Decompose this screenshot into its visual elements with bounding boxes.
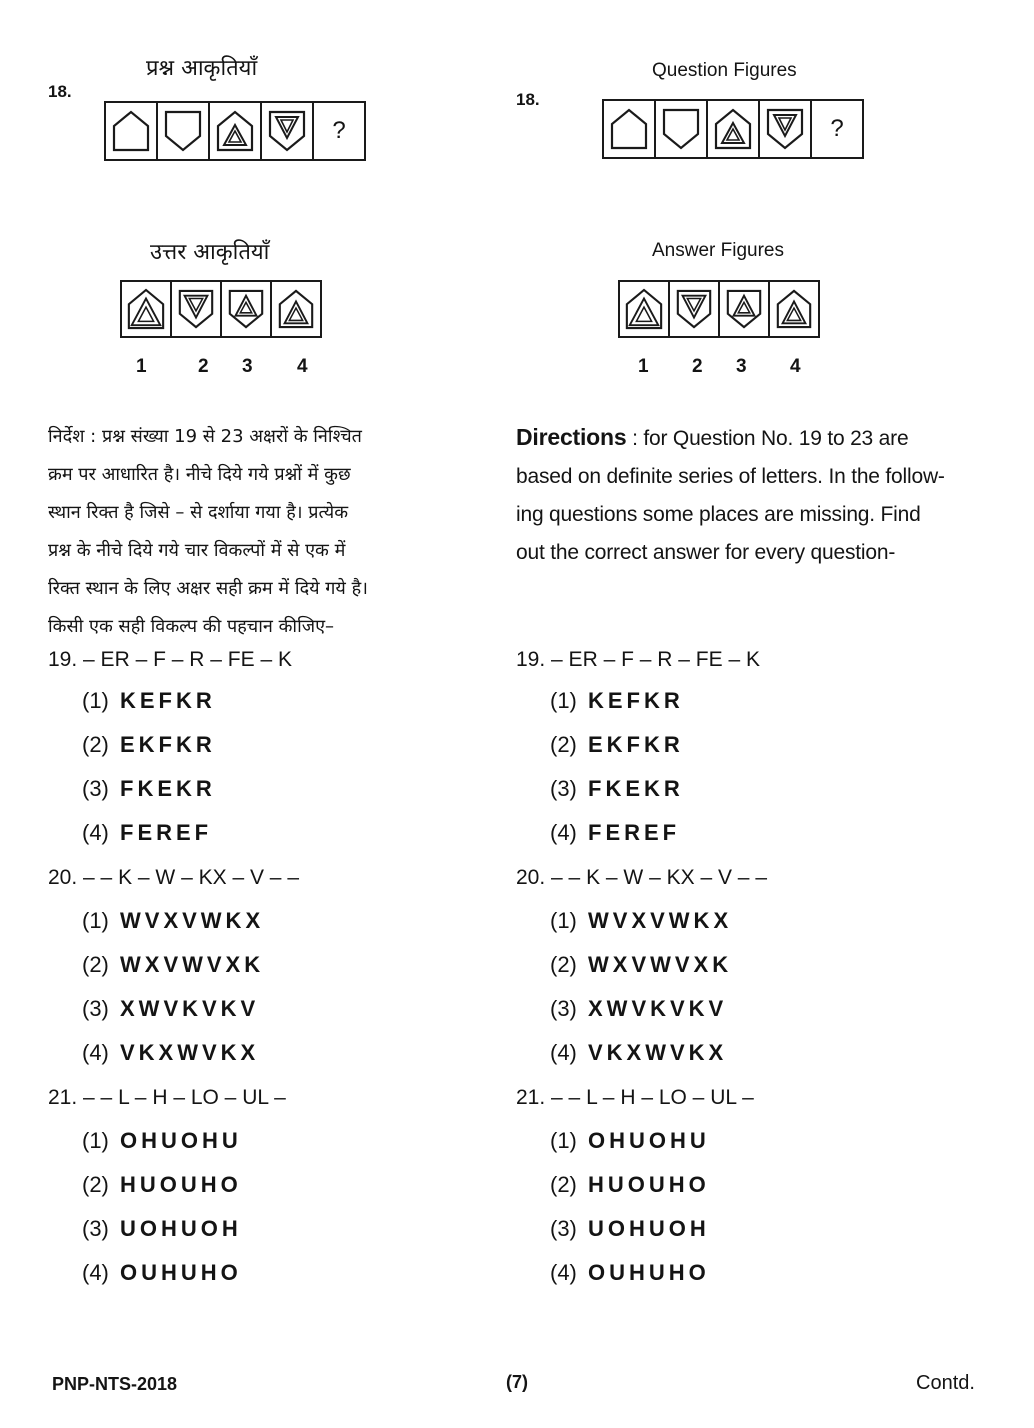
option-label: (2) (82, 732, 109, 757)
q20-option-1[interactable] (516, 908, 767, 952)
shield-triangle-down-figure-icon (760, 101, 812, 157)
option-label: (4) (550, 1040, 577, 1065)
answer-label-2: 2 (198, 356, 209, 377)
option-value: OHUOHU (120, 1128, 242, 1153)
answer-figure-1-icon[interactable] (620, 282, 670, 336)
option-label: (2) (550, 952, 577, 977)
q19-sequence-text: – ER – F – R – FE – K (83, 648, 292, 671)
answer-label-3: 3 (242, 356, 253, 377)
q19-number: 19. (48, 648, 78, 671)
q20-number: 20. (48, 866, 78, 889)
answer-figure-3-icon[interactable] (720, 282, 770, 336)
q21-sequence (48, 1086, 299, 1128)
q19-option-1[interactable] (516, 688, 767, 732)
missing-figure (812, 101, 862, 157)
option-value: XWVKVKV (588, 996, 728, 1021)
q20-option-2[interactable] (48, 952, 299, 996)
option-value: KEFKR (588, 688, 684, 713)
q19-option-3[interactable] (516, 776, 767, 820)
q20-option-2[interactable] (516, 952, 767, 996)
directions-hi-line: किसी एक सही विकल्प की पहचान कीजिए– (48, 616, 335, 637)
option-value: HUOUHO (588, 1172, 710, 1197)
answer-label-3: 3 (736, 356, 747, 377)
option-label: (1) (550, 688, 577, 713)
option-value: OUHUHO (588, 1260, 710, 1285)
q20-sequence-text: – – K – W – KX – V – – (551, 866, 767, 889)
answer-figures-caption-hi: उत्तर आकृतियाँ (150, 240, 270, 265)
option-value: FEREF (588, 820, 681, 845)
directions-hi-line: स्थान रिक्त है जिसे – से दर्शाया गया है। प्रत्येक (48, 502, 349, 523)
q19-option-2[interactable] (48, 732, 299, 776)
option-value: FKEKR (120, 776, 216, 801)
option-value: UOHUOH (120, 1216, 242, 1241)
q20-number: 20. (516, 866, 546, 889)
option-label: (1) (82, 908, 109, 933)
option-label: (4) (82, 1040, 109, 1065)
q21-option-2[interactable] (516, 1172, 767, 1216)
directions-hi-line: निर्देश : प्रश्न संख्या 19 से 23 अक्षरों के निश्चित (48, 426, 362, 447)
shield-figure-icon (656, 101, 708, 157)
q19-number: 19. (516, 648, 546, 671)
directions-en-line-text: : for Question No. 19 to 23 are (632, 427, 909, 450)
option-label: (3) (550, 996, 577, 1021)
option-value: VKXWVKX (120, 1040, 260, 1065)
question-mark: ? (830, 115, 844, 142)
option-value: FKEKR (588, 776, 684, 801)
q20-sequence-text: – – K – W – KX – V – – (83, 866, 299, 889)
answer-label-2: 2 (692, 356, 703, 377)
directions-english (516, 418, 986, 572)
option-label: (1) (550, 908, 577, 933)
missing-figure (314, 103, 364, 159)
directions-hindi (48, 418, 518, 646)
answer-figures-hi (120, 280, 322, 338)
q19-option-2[interactable] (516, 732, 767, 776)
option-value: WVXVWKX (120, 908, 265, 933)
q19-option-4[interactable] (516, 820, 767, 866)
q21-sequence-text: – – L – H – LO – UL – (551, 1086, 754, 1109)
option-label: (2) (82, 952, 109, 977)
option-value: WXVWVXK (120, 952, 265, 977)
footer-page-number: (7) (506, 1372, 528, 1392)
answer-label-1: 1 (136, 356, 147, 377)
q20-option-3[interactable] (516, 996, 767, 1040)
option-value: UOHUOH (588, 1216, 710, 1241)
q21-option-2[interactable] (48, 1172, 299, 1216)
questions-left-column (48, 648, 299, 1304)
q18-number-hi: 18. (48, 82, 72, 101)
option-label: (2) (82, 1172, 109, 1197)
answer-figure-1-icon[interactable] (122, 282, 172, 336)
directions-en-line: ing questions some places are missing. Find (516, 503, 921, 526)
q19-option-4[interactable] (48, 820, 299, 866)
q21-sequence-text: – – L – H – LO – UL – (83, 1086, 286, 1109)
q20-sequence (48, 866, 299, 908)
house-triangle-up-figure-icon (708, 101, 760, 157)
option-value: WXVWVXK (588, 952, 733, 977)
q20-sequence (516, 866, 767, 908)
option-label: (4) (550, 820, 577, 845)
answer-label-1: 1 (638, 356, 649, 377)
option-label: (1) (82, 1128, 109, 1153)
option-value: EKFKR (120, 732, 216, 757)
q20-option-4[interactable] (516, 1040, 767, 1086)
question-figures-caption-hi: प्रश्न आकृतियाँ (146, 56, 258, 81)
q21-option-1[interactable] (48, 1128, 299, 1172)
q20-option-4[interactable] (48, 1040, 299, 1086)
questions-right-column (516, 648, 767, 1304)
directions-en-line (516, 418, 986, 458)
directions-en-line: based on definite series of letters. In the follow- (516, 465, 945, 488)
q21-option-3[interactable] (516, 1216, 767, 1260)
option-value: WVXVWKX (588, 908, 733, 933)
q21-option-4[interactable] (516, 1260, 767, 1304)
option-label: (3) (550, 776, 577, 801)
option-label: (3) (82, 776, 109, 801)
answer-figure-3-icon[interactable] (222, 282, 272, 336)
q21-option-1[interactable] (516, 1128, 767, 1172)
question-figures-hi (104, 101, 366, 161)
option-label: (3) (550, 1216, 577, 1241)
q20-option-1[interactable] (48, 908, 299, 952)
shield-figure-icon (158, 103, 210, 159)
q19-option-1[interactable] (48, 688, 299, 732)
option-value: KEFKR (120, 688, 216, 713)
answer-label-4: 4 (297, 356, 308, 377)
q21-number: 21. (48, 1086, 78, 1109)
option-label: (2) (550, 732, 577, 757)
directions-hi-line: प्रश्न के नीचे दिये गये चार विकल्पों में से एक में (48, 540, 346, 561)
option-value: FEREF (120, 820, 213, 845)
q19-sequence (516, 648, 767, 688)
q19-sequence-text: – ER – F – R – FE – K (551, 648, 760, 671)
answer-figure-4-icon[interactable] (770, 282, 818, 336)
answer-figures-en (618, 280, 820, 338)
directions-hi-line: रिक्त स्थान के लिए अक्षर सही क्रम में दिये गये है। (48, 578, 368, 599)
q21-option-4[interactable] (48, 1260, 299, 1304)
option-label: (4) (82, 820, 109, 845)
question-figures-en (602, 99, 864, 159)
answer-figures-caption-en: Answer Figures (652, 240, 784, 261)
option-label: (2) (550, 1172, 577, 1197)
option-value: VKXWVKX (588, 1040, 728, 1065)
option-value: OHUOHU (588, 1128, 710, 1153)
q21-sequence (516, 1086, 767, 1128)
answer-figure-2-icon[interactable] (172, 282, 222, 336)
option-label: (1) (82, 688, 109, 713)
answer-figure-4-icon[interactable] (272, 282, 320, 336)
q19-option-3[interactable] (48, 776, 299, 820)
directions-en-line: out the correct answer for every question- (516, 541, 896, 564)
q19-sequence (48, 648, 299, 688)
option-label: (4) (550, 1260, 577, 1285)
footer-exam-code: PNP-NTS-2018 (52, 1374, 178, 1394)
option-value: XWVKVKV (120, 996, 260, 1021)
option-value: HUOUHO (120, 1172, 242, 1197)
option-label: (3) (82, 996, 109, 1021)
q20-option-3[interactable] (48, 996, 299, 1040)
q18-number-en: 18. (516, 90, 540, 109)
option-value: EKFKR (588, 732, 684, 757)
q21-number: 21. (516, 1086, 546, 1109)
shield-triangle-down-figure-icon (262, 103, 314, 159)
option-label: (3) (82, 1216, 109, 1241)
answer-label-4: 4 (790, 356, 801, 377)
footer-contd: Contd. (916, 1372, 975, 1394)
question-figures-caption-en: Question Figures (652, 60, 797, 81)
answer-figure-2-icon[interactable] (670, 282, 720, 336)
q21-option-3[interactable] (48, 1216, 299, 1260)
option-value: OUHUHO (120, 1260, 242, 1285)
question-mark: ? (332, 117, 346, 144)
option-label: (1) (550, 1128, 577, 1153)
house-triangle-up-figure-icon (210, 103, 262, 159)
directions-label: Directions (516, 424, 627, 450)
option-label: (4) (82, 1260, 109, 1285)
directions-hi-line: क्रम पर आधारित है। नीचे दिये गये प्रश्नों में कुछ (48, 464, 351, 485)
house-figure-icon (106, 103, 158, 159)
house-figure-icon (604, 101, 656, 157)
